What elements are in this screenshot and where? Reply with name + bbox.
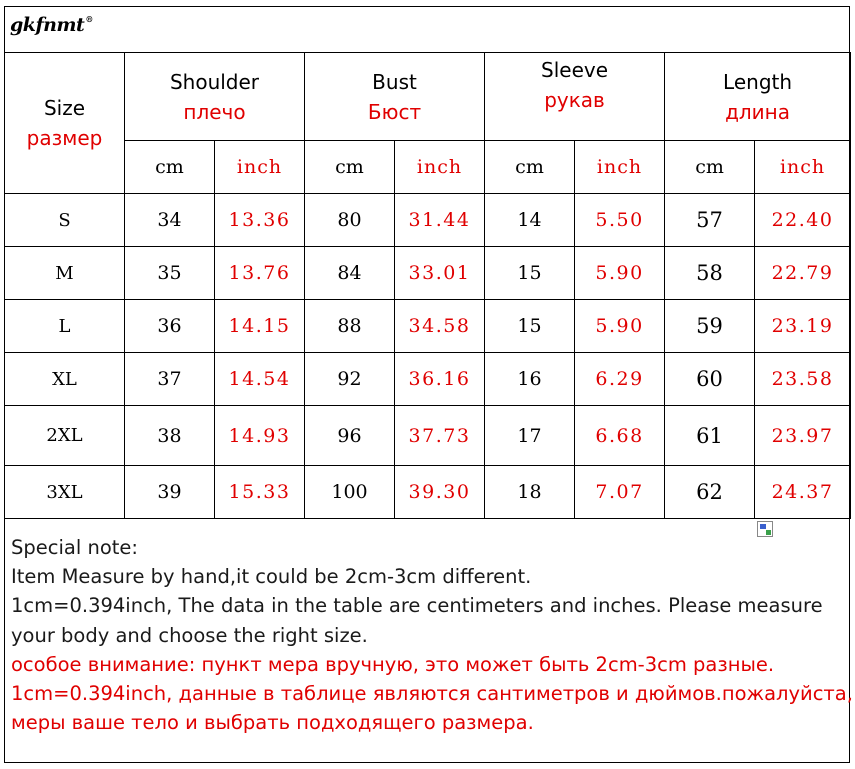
length-cm-cell: 60	[665, 353, 755, 406]
shoulder-inch-cell: 14.54	[215, 353, 305, 406]
size-cell: 2XL	[5, 406, 125, 466]
shoulder-header: Shoulder плечо	[125, 53, 305, 141]
size-cell: M	[5, 247, 125, 300]
shoulder-cm-cell: 39	[125, 466, 215, 519]
length-inch-cell: 22.79	[755, 247, 851, 300]
note-title: Special note:	[11, 536, 138, 559]
note-line: Item Measure by hand,it could be 2cm-3cm different.	[11, 565, 532, 589]
size-cell: S	[5, 194, 125, 247]
unit-row	[5, 141, 851, 194]
table-row	[5, 466, 851, 519]
shoulder-inch-cell: 13.76	[215, 247, 305, 300]
bust-cm-cell: 88	[305, 300, 395, 353]
length-inch-cell: 23.97	[755, 406, 851, 466]
sleeve-inch-cell: 7.07	[575, 466, 665, 519]
table-row	[5, 406, 851, 466]
table-row	[5, 353, 851, 406]
sleeve-inch-cell: 5.50	[575, 194, 665, 247]
size-cell: XL	[5, 353, 125, 406]
sleeve-cm-cell: 15	[485, 300, 575, 353]
bust-inch-cell: 34.58	[395, 300, 485, 353]
sleeve-cm-cell: 14	[485, 194, 575, 247]
table-row	[5, 194, 851, 247]
shoulder-cm-cell: 36	[125, 300, 215, 353]
sleeve-cm-cell: 17	[485, 406, 575, 466]
bust-cm-cell: 80	[305, 194, 395, 247]
length-cm-cell: 62	[665, 466, 755, 519]
unit-inch-label: inch	[215, 141, 305, 194]
unit-cm-label: cm	[125, 141, 215, 194]
length-inch-cell: 22.40	[755, 194, 851, 247]
size-cell: 3XL	[5, 466, 125, 519]
sleeve-inch-cell: 6.68	[575, 406, 665, 466]
size-cell: L	[5, 300, 125, 353]
shoulder-inch-cell: 14.15	[215, 300, 305, 353]
shoulder-cm-cell: 38	[125, 406, 215, 466]
sleeve-cm-cell: 18	[485, 466, 575, 519]
unit-inch-label: inch	[575, 141, 665, 194]
note-line-ru: 1cm=0.394inch, данные в таблице являются сантиметров и дюймов.пожалуйста,	[11, 682, 853, 706]
size-header: Size размер	[5, 53, 125, 194]
bust-cm-cell: 92	[305, 353, 395, 406]
brand-logo: gkfnmt®	[10, 14, 93, 36]
unit-cm-label: cm	[665, 141, 755, 194]
length-cm-cell: 61	[665, 406, 755, 466]
shoulder-cm-cell: 35	[125, 247, 215, 300]
table-row	[5, 247, 851, 300]
bust-inch-cell: 31.44	[395, 194, 485, 247]
unit-inch-label: inch	[395, 141, 485, 194]
bust-cm-cell: 100	[305, 466, 395, 519]
sleeve-cm-cell: 16	[485, 353, 575, 406]
shoulder-inch-cell: 14.93	[215, 406, 305, 466]
header-row	[5, 53, 851, 141]
bust-header: Bust Бюст	[305, 53, 485, 141]
unit-cm-label: cm	[485, 141, 575, 194]
bust-inch-cell: 36.16	[395, 353, 485, 406]
length-header: Length длина	[665, 53, 851, 141]
bust-inch-cell: 33.01	[395, 247, 485, 300]
length-cm-cell: 58	[665, 247, 755, 300]
shoulder-cm-cell: 37	[125, 353, 215, 406]
length-inch-cell: 23.58	[755, 353, 851, 406]
sleeve-inch-cell: 6.29	[575, 353, 665, 406]
note-line: 1cm=0.394inch, The data in the table are centimeters and inches. Please measure	[11, 594, 823, 618]
sleeve-inch-cell: 5.90	[575, 247, 665, 300]
bust-cm-cell: 96	[305, 406, 395, 466]
shoulder-cm-cell: 34	[125, 194, 215, 247]
bust-cm-cell: 84	[305, 247, 395, 300]
table-row	[5, 300, 851, 353]
unit-cm-label: cm	[305, 141, 395, 194]
shoulder-inch-cell: 15.33	[215, 466, 305, 519]
sleeve-header: Sleeve рукав	[485, 53, 665, 141]
note-line-ru: меры ваше тело и выбрать подходящего размера.	[11, 711, 534, 735]
bust-inch-cell: 39.30	[395, 466, 485, 519]
size-table	[4, 52, 851, 519]
special-note	[11, 533, 853, 737]
length-inch-cell: 23.19	[755, 300, 851, 353]
length-cm-cell: 57	[665, 194, 755, 247]
sleeve-inch-cell: 5.90	[575, 300, 665, 353]
note-line-ru: особое внимание: пункт мера вручную, это может быть 2cm-3cm разные.	[11, 652, 775, 676]
shoulder-inch-cell: 13.36	[215, 194, 305, 247]
length-cm-cell: 59	[665, 300, 755, 353]
length-inch-cell: 24.37	[755, 466, 851, 519]
unit-inch-label: inch	[755, 141, 851, 194]
bust-inch-cell: 37.73	[395, 406, 485, 466]
sleeve-cm-cell: 15	[485, 247, 575, 300]
note-line: your body and choose the right size.	[11, 623, 368, 647]
